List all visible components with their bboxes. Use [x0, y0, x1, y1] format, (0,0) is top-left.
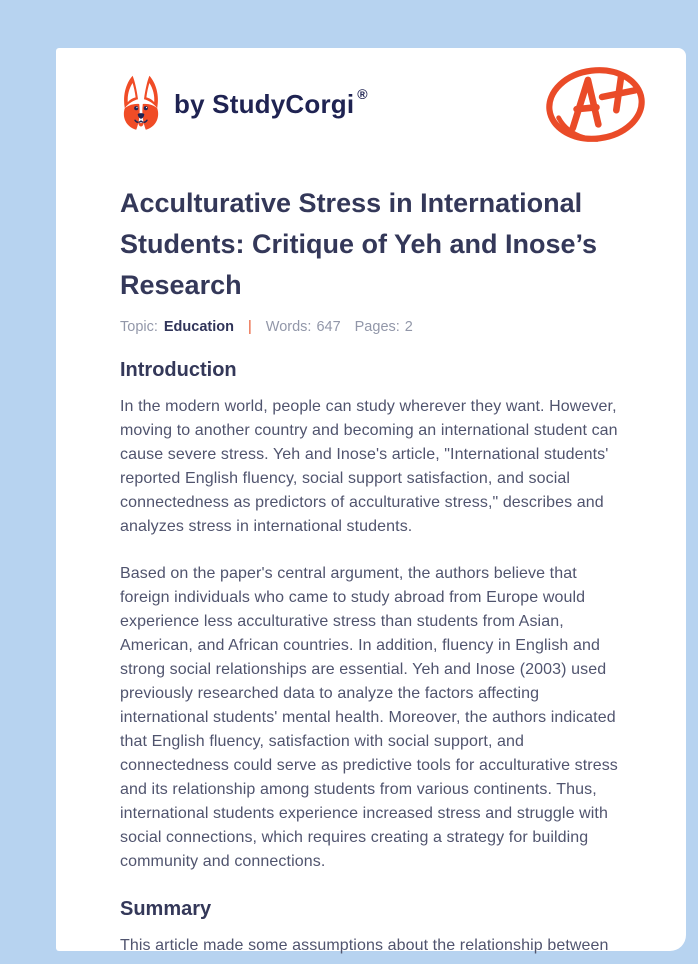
- page-title: Acculturative Stress in International Students: Critique of Yeh and Inose’s Research: [120, 188, 598, 300]
- topic-link[interactable]: Education: [163, 319, 234, 335]
- words-label: Words:: [265, 319, 312, 335]
- pages-value: 2: [404, 319, 413, 335]
- a-plus-badge-icon: [543, 61, 648, 148]
- meta-row: [120, 319, 628, 335]
- paragraph-summary-1: This article made some assumptions about the relationship between: [120, 937, 609, 954]
- paragraph-intro-2: Based on the paper's central argument, the authors believe that foreign individuals who came to study abroad from Europe would experience less acculturative stress than students from Asian, American, and African countries. In addition, fluency in English and strong social relationships are essential. Yeh and Inose (2003) used previously researched data to analyze the factors affecting international students' mental health. Moreover, the authors indicated that English fluency, satisfaction with social support, and connectedness could serve as predictive tools for acculturative stress and its relationship among students from various continents. Thus, international students experience increased stress and struggle with social connections, which requires creating a strategy for building community and connections.: [120, 565, 618, 870]
- pages-label: Pages:: [354, 319, 400, 335]
- document-card: [56, 48, 686, 954]
- section-heading-introduction: Introduction: [120, 359, 237, 381]
- corgi-logo-icon: [120, 74, 162, 134]
- registered-trademark-icon: ®: [357, 86, 368, 102]
- words-value: 647: [316, 319, 341, 335]
- paragraph-intro-1: In the modern world, people can study wherever they want. However, moving to another country and becoming an international student can cause severe stress. Yeh and Inose's article, "International students' reported English fluency, social support satisfaction, and social connectedness as predictors of acculturative stress," describes and analyzes stress in international students.: [120, 398, 618, 535]
- topic-label: Topic:: [120, 319, 158, 335]
- meta-separator: |: [247, 319, 252, 335]
- section-heading-summary: Summary: [120, 898, 212, 920]
- brand-name: by StudyCorgi: [174, 88, 355, 119]
- header: [120, 58, 628, 150]
- brand-logo: [120, 74, 368, 134]
